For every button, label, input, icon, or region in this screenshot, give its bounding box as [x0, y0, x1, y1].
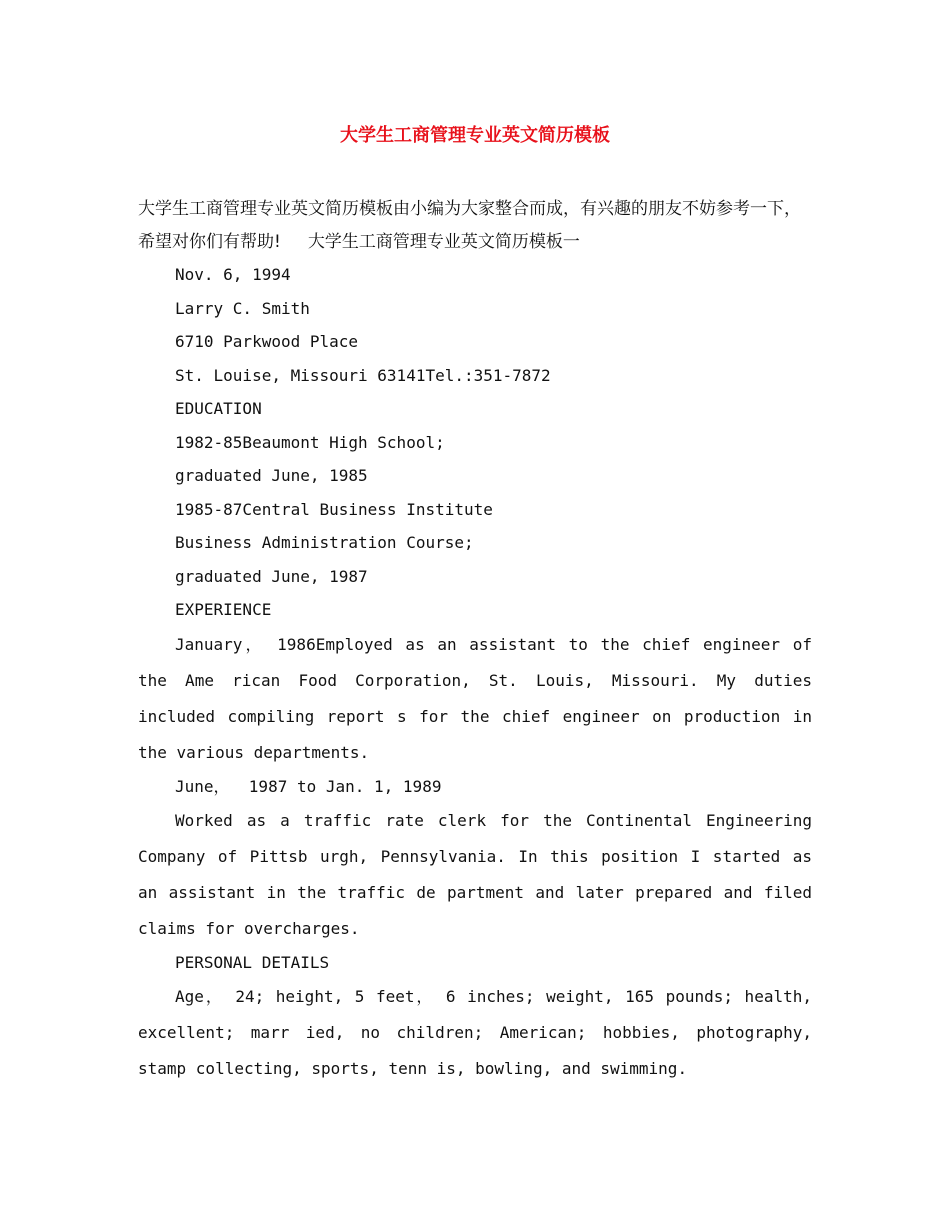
personal-details-heading: PERSONAL DETAILS — [175, 953, 330, 972]
education-item: graduated June, 1987 — [175, 567, 368, 586]
intro-paragraph: 大学生工商管理专业英文简历模板由小编为大家整合而成，有兴趣的朋友不妨参考一下，希望对你们有帮助! 大学生工商管理专业英文简历模板一 — [138, 199, 801, 252]
experience-paragraph: Worked as a traffic rate clerk for the Continental Engineering Company of Pittsb urgh, Pennsylvania. In this position I started as an assistant in the traffic de partment and later prepared and filed claims for overcharges. — [138, 811, 812, 938]
document-title: 大学生工商管理专业英文简历模板 — [340, 125, 610, 146]
date-line: Nov. 6, 1994 — [175, 265, 291, 284]
education-item: Business Administration Course; — [175, 533, 474, 552]
personal-details-paragraph: Age， 24; height, 5 feet， 6 inches; weight, 165 pounds; health, excellent; marr ied, no children; American; hobbies, photography, stamp collecting, sports, tenn is, bowling, and swimming. — [138, 987, 812, 1078]
education-item: 1982-85Beaumont High School; — [175, 433, 445, 452]
education-heading: EDUCATION — [175, 399, 262, 418]
name-line: Larry C. Smith — [175, 299, 310, 318]
experience-date-line: June， 1987 to Jan. 1, 1989 — [175, 777, 442, 796]
education-item: 1985-87Central Business Institute — [175, 500, 493, 519]
experience-heading: EXPERIENCE — [175, 600, 272, 619]
education-item: graduated June, 1985 — [175, 466, 368, 485]
experience-paragraph: January， 1986Employed as an assistant to the chief engineer of the Ame rican Food Corporation, St. Louis, Missouri. My duties included compiling report s for the chief engineer on production in the various departments. — [138, 635, 812, 762]
address-line: 6710 Parkwood Place — [175, 332, 359, 351]
city-phone-line: St. Louise, Missouri 63141Tel.:351-7872 — [175, 366, 551, 385]
